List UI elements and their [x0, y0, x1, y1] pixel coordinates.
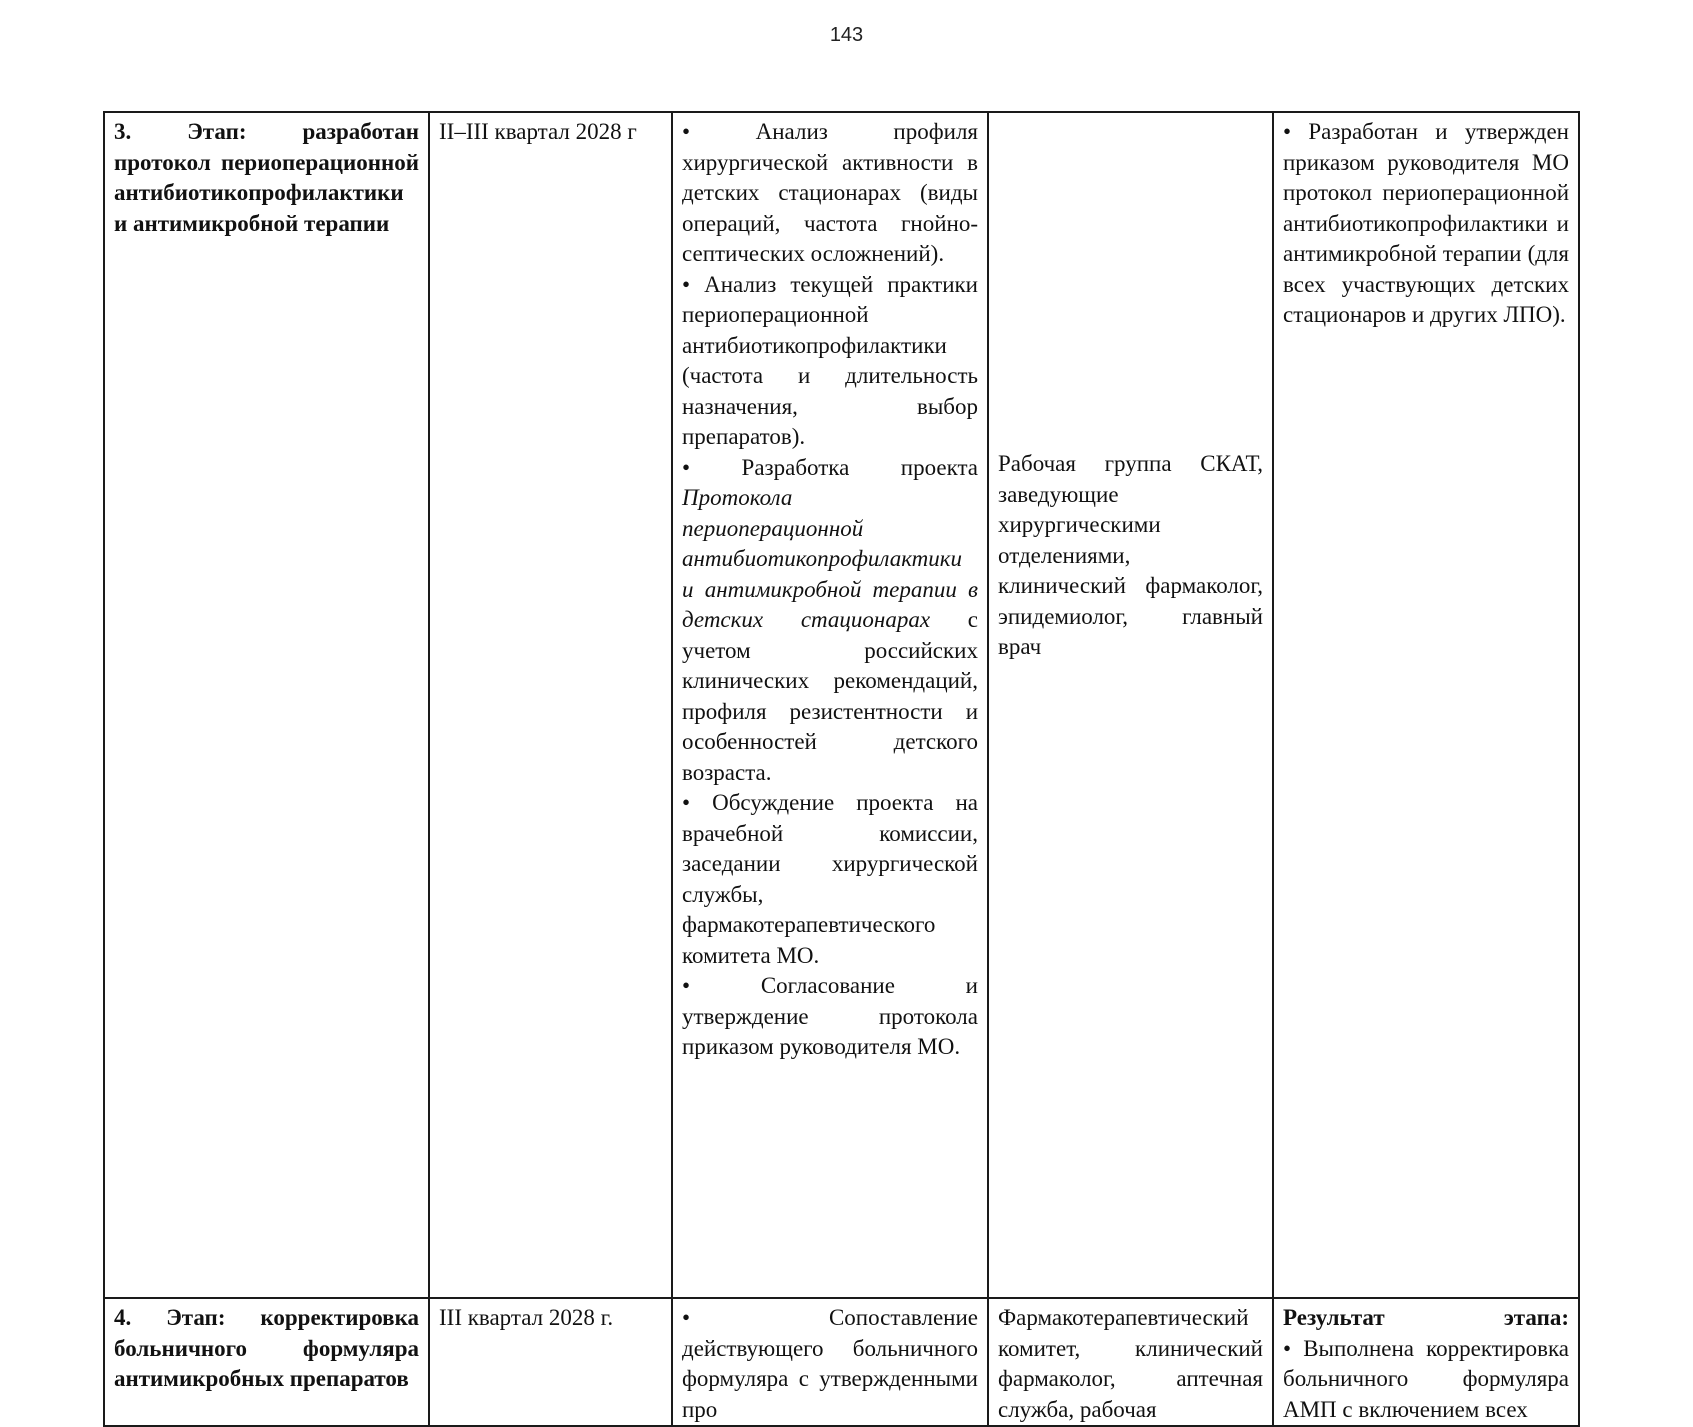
result-title-right: этапа:	[1503, 1305, 1569, 1330]
responsible-text: Фармакотерапевтический комитет, клинический фармаколог, аптечная служба, рабочая	[998, 1305, 1263, 1422]
responsible-cell	[988, 112, 1273, 1298]
result-text: • Выполнена корректировка больничного формуляра АМП с включением всех	[1283, 1334, 1569, 1426]
period-text: II–III квартал 2028 г	[439, 119, 637, 144]
stage-title: 4. Этап: корректировка больничного формуляра антимикробных препаратов	[114, 1305, 419, 1391]
action-text: Разработка проекта	[741, 454, 978, 480]
stage-title: 3. Этап: разработан протокол периоперационной антибиотикопрофилактики и антимикробной терапии	[114, 119, 419, 236]
result-title-left: Результат	[1283, 1305, 1385, 1330]
action-item	[682, 453, 978, 789]
plan-table	[103, 111, 1580, 1427]
action-text: с учетом российских клинических рекомендаций, профиля резистентности и особенностей детского возраста.	[682, 607, 978, 785]
responsible-text: Рабочая группа СКАТ, заведующие хирургическими отделениями, клинический фармаколог, эпидемиолог, главный врач	[998, 451, 1263, 659]
action-item: • Анализ текущей практики периоперационной антибиотикопрофилактики (частота и длительность назначения, выбор препаратов).	[682, 270, 978, 453]
result-title	[1283, 1303, 1569, 1334]
action-item: • Обсуждение проекта на врачебной комиссии, заседании хирургической службы, фармакотерапевтического комитета МО.	[682, 788, 978, 971]
page-number: 143	[829, 24, 864, 46]
protocol-title: Протокола периоперационной антибиотикопрофилактики и антимикробной терапии в детских стационарах	[682, 485, 978, 632]
responsible-cell	[988, 1298, 1273, 1426]
stage-cell	[104, 1298, 429, 1426]
actions-cell	[672, 1298, 988, 1426]
period-text: III квартал 2028 г.	[439, 1305, 614, 1330]
period-cell	[429, 112, 672, 1298]
result-cell	[1273, 112, 1579, 1298]
actions-cell	[672, 112, 988, 1298]
table-row	[104, 112, 1579, 1298]
result-text: • Разработан и утвержден приказом руководителя МО протокол периоперационной антибиотикопрофилактики и антимикробной терапии (для всех участвующих детских стационаров и других ЛПО).	[1283, 117, 1569, 331]
action-item: • Согласование и утверждение протокола приказом руководителя МО.	[682, 971, 978, 1063]
action-item: • Анализ профиля хирургической активности в детских стационарах (виды операций, частота гнойно-септических осложнений).	[682, 117, 978, 270]
result-cell	[1273, 1298, 1579, 1426]
table-row	[104, 1298, 1579, 1426]
period-cell	[429, 1298, 672, 1426]
stage-cell	[104, 112, 429, 1298]
action-item: • Сопоставление действующего больничного формуляра с утвержденными про	[682, 1303, 978, 1425]
